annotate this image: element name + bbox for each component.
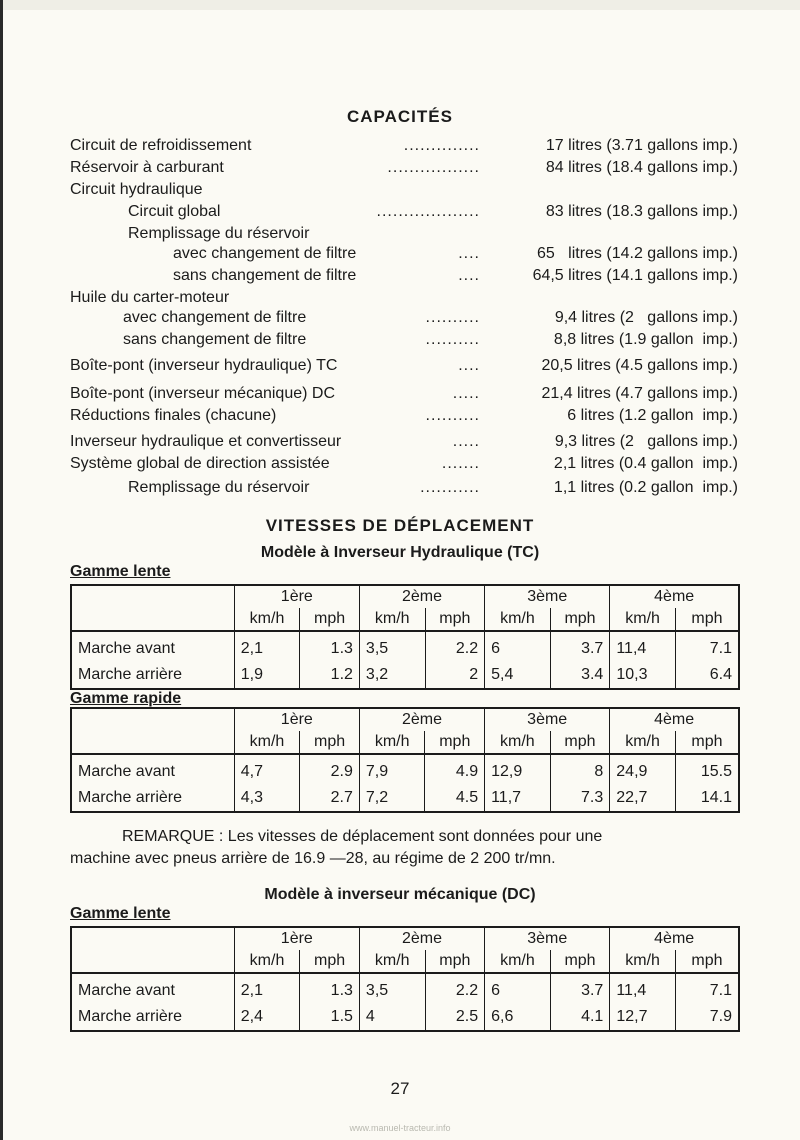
capacity-row (70, 405, 738, 427)
vitesses-title: VITESSES DE DÉPLACEMENT (265, 516, 535, 535)
mph-value: 2.9 (300, 754, 360, 785)
unit-kmh: km/h (485, 608, 551, 631)
capacity-label: Circuit hydraulique (70, 181, 203, 198)
header-blank-cell (71, 927, 234, 973)
capacity-value: 1,1 litres (0.2 gallon imp.) (553, 479, 738, 496)
capacity-value: 9,3 litres (2 gallons imp.) (554, 433, 738, 450)
leader-dots: ................... (376, 203, 480, 220)
gear-header: 1ère (234, 708, 359, 731)
unit-kmh: km/h (610, 731, 676, 754)
kmh-value: 3,5 (359, 631, 425, 662)
capacity-value: 83 litres (18.3 gallons imp.) (545, 203, 738, 220)
kmh-value: 3,5 (359, 973, 425, 1004)
gear-header: 2ème (359, 708, 484, 731)
table-row (71, 1004, 739, 1031)
capacity-value: 9,4 litres (2 gallons imp.) (554, 309, 738, 326)
capacity-label: Remplissage du réservoir (128, 225, 310, 242)
capacity-label: Huile du carter-moteur (70, 289, 230, 306)
capacity-label: Inverseur hydraulique et convertisseur (70, 433, 342, 450)
dc-model-title: Modèle à inverseur mécanique (DC) (264, 886, 536, 903)
unit-kmh: km/h (359, 608, 425, 631)
capacity-label: Réservoir à carburant (70, 159, 224, 176)
capacity-row (70, 265, 738, 287)
capacity-label: avec changement de filtre (123, 309, 307, 326)
table-row (71, 662, 739, 689)
unit-kmh: km/h (234, 950, 300, 973)
watermark: www.manuel-tracteur.info (349, 1123, 451, 1133)
gear-header: 1ère (234, 927, 359, 950)
capacity-label: Système global de direction assistée (70, 455, 330, 472)
unit-kmh: km/h (610, 608, 676, 631)
capacity-label: Boîte-pont (inverseur hydraulique) TC (70, 357, 338, 374)
capacity-row (70, 179, 738, 201)
kmh-value: 1,9 (234, 662, 300, 689)
unit-mph: mph (300, 608, 360, 631)
unit-mph: mph (425, 950, 485, 973)
dc-lente-table (70, 926, 740, 1032)
mph-value: 3.4 (550, 662, 610, 689)
capacity-value: 65 litres (14.2 gallons imp.) (537, 245, 738, 262)
kmh-value: 3,2 (359, 662, 425, 689)
unit-kmh: km/h (359, 950, 425, 973)
capacity-row (70, 453, 738, 475)
capacity-value: 84 litres (18.4 gallons imp.) (545, 159, 738, 176)
capacity-label: Circuit de refroidissement (70, 137, 252, 154)
gear-header: 3ème (485, 585, 610, 608)
leader-dots: .... (458, 357, 480, 374)
unit-mph: mph (550, 731, 610, 754)
leader-dots: ....... (441, 455, 480, 472)
kmh-value: 11,7 (485, 785, 551, 812)
leader-dots: ........... (420, 479, 480, 496)
gear-header: 4ème (610, 585, 739, 608)
table-row (71, 631, 739, 662)
tc-rapide-table (70, 707, 740, 813)
kmh-value: 22,7 (610, 785, 676, 812)
capacity-row (70, 223, 738, 245)
capacity-label: Boîte-pont (inverseur mécanique) DC (70, 385, 336, 402)
mph-value: 7.9 (675, 1004, 739, 1031)
capacity-row (70, 201, 738, 223)
capacites-title: CAPACITÉS (347, 107, 453, 126)
capacity-row (70, 383, 738, 405)
kmh-value: 6,6 (485, 1004, 551, 1031)
kmh-value: 10,3 (610, 662, 676, 689)
table-row (71, 754, 739, 785)
capacity-row (70, 329, 738, 351)
table-row (71, 785, 739, 812)
unit-kmh: km/h (610, 950, 676, 973)
mph-value: 2 (425, 662, 485, 689)
capacity-value: 21,4 litres (4.7 gallons imp.) (541, 385, 738, 402)
gear-header: 4ème (610, 927, 739, 950)
gear-header: 3ème (485, 927, 610, 950)
mph-value: 1.3 (300, 973, 360, 1004)
mph-value: 4.5 (425, 785, 485, 812)
mph-value: 2.2 (425, 631, 485, 662)
kmh-value: 24,9 (610, 754, 676, 785)
kmh-value: 12,9 (485, 754, 551, 785)
unit-kmh: km/h (485, 950, 551, 973)
kmh-value: 4,3 (234, 785, 300, 812)
leader-dots: .......... (425, 407, 480, 424)
kmh-value: 7,2 (359, 785, 425, 812)
leader-dots: ..... (452, 385, 480, 402)
unit-mph: mph (300, 950, 360, 973)
row-label: Marche avant (71, 973, 234, 1004)
mph-value: 1.5 (300, 1004, 360, 1031)
gear-header: 2ème (359, 585, 484, 608)
row-label: Marche avant (71, 631, 234, 662)
kmh-value: 12,7 (610, 1004, 676, 1031)
unit-kmh: km/h (234, 731, 300, 754)
leader-dots: .............. (403, 137, 480, 154)
kmh-value: 11,4 (610, 973, 676, 1004)
capacity-label: Réductions finales (chacune) (70, 407, 277, 424)
mph-value: 7.1 (675, 973, 739, 1004)
mph-value: 2.5 (425, 1004, 485, 1031)
gear-header: 3ème (485, 708, 610, 731)
row-label: Marche arrière (71, 785, 234, 812)
unit-mph: mph (425, 731, 485, 754)
mph-value: 2.2 (425, 973, 485, 1004)
mph-value: 14.1 (675, 785, 739, 812)
mph-value: 3.7 (550, 973, 610, 1004)
gear-header: 4ème (610, 708, 739, 731)
capacity-value: 2,1 litres (0.4 gallon imp.) (553, 455, 738, 472)
capacity-row (70, 477, 738, 499)
capacity-label: Circuit global (128, 203, 221, 220)
unit-kmh: km/h (485, 731, 551, 754)
capacity-row (70, 135, 738, 157)
dc-gamme-lente-label: Gamme lente (70, 905, 171, 922)
tc-gamme-lente-label: Gamme lente (70, 563, 171, 580)
capacity-row (70, 243, 738, 265)
row-label: Marche arrière (71, 1004, 234, 1031)
gear-header: 2ème (359, 927, 484, 950)
mph-value: 4.1 (550, 1004, 610, 1031)
capacity-row (70, 287, 738, 309)
unit-kmh: km/h (359, 731, 425, 754)
capacity-value: 64,5 litres (14.1 gallons imp.) (532, 267, 738, 284)
capacity-row (70, 307, 738, 329)
unit-mph: mph (675, 731, 739, 754)
gear-header: 1ère (234, 585, 359, 608)
kmh-value: 2,1 (234, 973, 300, 1004)
capacity-value: 20,5 litres (4.5 gallons imp.) (541, 357, 738, 374)
mph-value: 6.4 (675, 662, 739, 689)
row-label: Marche avant (71, 754, 234, 785)
capacity-label: Remplissage du réservoir (128, 479, 310, 496)
tc-model-title: Modèle à Inverseur Hydraulique (TC) (260, 544, 540, 561)
scan-left-edge (0, 0, 3, 1140)
kmh-value: 7,9 (359, 754, 425, 785)
scan-top-edge (0, 0, 800, 10)
capacity-row (70, 431, 738, 453)
unit-mph: mph (300, 731, 360, 754)
capacity-label: avec changement de filtre (173, 245, 357, 262)
capacity-value: 17 litres (3.71 gallons imp.) (545, 137, 738, 154)
unit-mph: mph (550, 608, 610, 631)
tc-gamme-rapide-label: Gamme rapide (70, 690, 182, 707)
kmh-value: 6 (485, 973, 551, 1004)
kmh-value: 4 (359, 1004, 425, 1031)
kmh-value: 2,4 (234, 1004, 300, 1031)
header-blank-cell (71, 585, 234, 631)
leader-dots: .......... (425, 309, 480, 326)
mph-value: 1.2 (300, 662, 360, 689)
mph-value: 8 (550, 754, 610, 785)
mph-value: 2.7 (300, 785, 360, 812)
capacity-row (70, 355, 738, 377)
leader-dots: ................. (387, 159, 480, 176)
remarque-line-2: machine avec pneus arrière de 16.9 —28, au régime de 2 200 tr/mn. (70, 850, 556, 867)
row-label: Marche arrière (71, 662, 234, 689)
remarque-line-1: REMARQUE : Les vitesses de déplacement sont données pour une (122, 828, 603, 845)
kmh-value: 6 (485, 631, 551, 662)
mph-value: 1.3 (300, 631, 360, 662)
mph-value: 7.1 (675, 631, 739, 662)
tc-lente-table (70, 584, 740, 690)
leader-dots: .... (458, 267, 480, 284)
header-blank-cell (71, 708, 234, 754)
capacity-label: sans changement de filtre (123, 331, 307, 348)
unit-kmh: km/h (234, 608, 300, 631)
mph-value: 4.9 (425, 754, 485, 785)
unit-mph: mph (425, 608, 485, 631)
unit-mph: mph (675, 950, 739, 973)
mph-value: 7.3 (550, 785, 610, 812)
capacity-value: 6 litres (1.2 gallon imp.) (567, 407, 738, 424)
table-row (71, 973, 739, 1004)
unit-mph: mph (675, 608, 739, 631)
leader-dots: .... (458, 245, 480, 262)
leader-dots: ..... (452, 433, 480, 450)
page-number: 27 (390, 1079, 410, 1098)
kmh-value: 4,7 (234, 754, 300, 785)
kmh-value: 5,4 (485, 662, 551, 689)
mph-value: 3.7 (550, 631, 610, 662)
capacity-row (70, 157, 738, 179)
unit-mph: mph (550, 950, 610, 973)
leader-dots: .......... (425, 331, 480, 348)
kmh-value: 2,1 (234, 631, 300, 662)
kmh-value: 11,4 (610, 631, 676, 662)
remarque-note (70, 826, 740, 870)
capacity-label: sans changement de filtre (173, 267, 357, 284)
mph-value: 15.5 (675, 754, 739, 785)
capacity-value: 8,8 litres (1.9 gallon imp.) (553, 331, 738, 348)
